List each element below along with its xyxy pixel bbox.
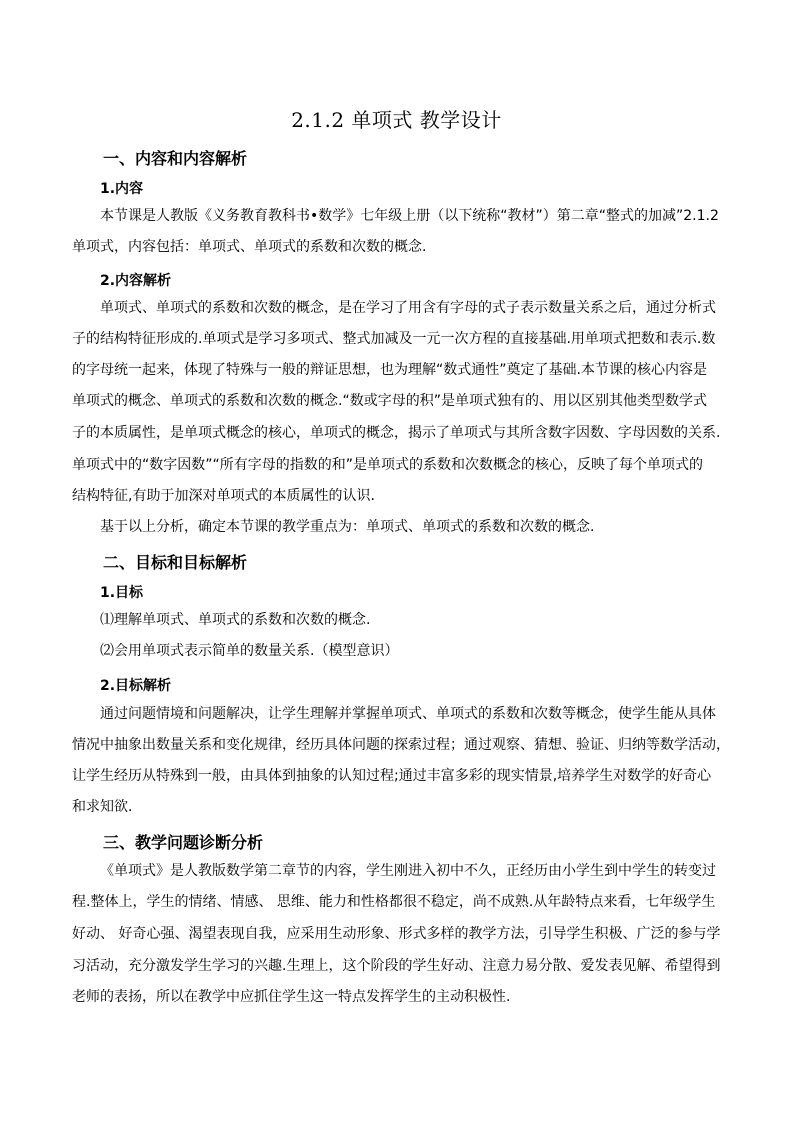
paragraph-line: 结构特征,有助于加深对单项式的本质属性的认识. bbox=[72, 488, 375, 504]
paragraph-line: 好动、 好奇心强、渴望表现自我，应采用生动形象、形式多样的教学方法，引导学生积极、广泛的参与学 bbox=[72, 926, 721, 942]
paragraph-line: 单项式、单项式的系数和次数的概念，是在学习了用含有字母的式子表示数量关系之后，通过分析式 bbox=[100, 300, 716, 316]
paragraph-line: 单项式的概念、单项式的系数和次数的概念.“数或字母的积”是单项式独有的、用以区别其他类型数学式 bbox=[72, 393, 707, 409]
paragraph-line: 让学生经历从特殊到一般，由具体到抽象的认知过程;通过丰富多彩的现实情景,培养学生对数学的好奇心 bbox=[72, 768, 712, 784]
subheading-content-analysis: 2.内容解析 bbox=[100, 273, 172, 289]
paragraph-line: 单项式，内容包括：单项式、单项式的系数和次数的概念. bbox=[72, 239, 427, 255]
paragraph-line: 情况中抽象出数量关系和变化规律，经历具体问题的探索过程；通过观察、猜想、验证、归纳等数学活动， bbox=[72, 737, 730, 753]
section-heading-content-analysis: 一、内容和内容解析 bbox=[103, 149, 248, 168]
paragraph-line: 《单项式》是人教版数学第二章节的内容，学生刚进入初中不久，正经历由小学生到中学生的转变过 bbox=[100, 863, 716, 879]
document-title: 2.1.2 单项式 教学设计 bbox=[291, 108, 502, 132]
goal-item: ⑴理解单项式、单项式的系数和次数的概念. bbox=[100, 612, 371, 628]
paragraph-line: 子的本质属性，是单项式概念的核心，单项式的概念，揭示了单项式与其所含数字因数、字母因数的关系. bbox=[72, 425, 721, 441]
paragraph-line: 的字母统一起来，体现了特殊与一般的辩证思想，也为理解“数式通性”奠定了基础.本节课的核心内容是 bbox=[72, 362, 707, 378]
paragraph-line: 子的结构特征形成的.单项式是学习多项式、整式加减及一元一次方程的直接基础.用单项式把数和表示.数 bbox=[72, 331, 716, 347]
paragraph-line: 程.整体上，学生的情绪、情感、 思维、能力和性格都很不稳定，尚不成熟.从年龄特点来看，七年级学生 bbox=[72, 894, 716, 910]
paragraph-line: 本节课是人教版《义务教育教科书•数学》七年级上册（以下统称“教材”）第二章“整式的加减”2.1.2 bbox=[100, 208, 719, 224]
paragraph-line: 和求知欲. bbox=[72, 799, 133, 815]
subheading-goal-analysis: 2.目标解析 bbox=[100, 678, 172, 694]
goal-item: ⑵会用单项式表示简单的数量关系.（模型意识） bbox=[100, 643, 399, 659]
paragraph-line: 通过问题情境和问题解决，让学生理解并掌握单项式、单项式的系数和次数等概念，使学生能从具体 bbox=[100, 706, 716, 722]
paragraph-line: 基于以上分析，确定本节课的教学重点为：单项式、单项式的系数和次数的概念. bbox=[100, 519, 595, 535]
section-heading-goals: 二、目标和目标解析 bbox=[103, 553, 248, 572]
section-heading-diagnosis: 三、教学问题诊断分析 bbox=[103, 833, 264, 852]
paragraph-line: 单项式中的“数字因数”“所有字母的指数的和”是单项式的系数和次数概念的核心，反映了每个单项式的 bbox=[72, 457, 704, 473]
paragraph-line: 老师的表扬，所以在教学中应抓住学生这一特点发挥学生的主动积极性. bbox=[72, 989, 511, 1005]
subheading-content: 1.内容 bbox=[100, 181, 144, 197]
paragraph-line: 习活动，充分激发学生学习的兴趣.生理上，这个阶段的学生好动、注意力易分散、爱发表见解、希望得到 bbox=[72, 958, 721, 974]
subheading-goals: 1.目标 bbox=[100, 585, 144, 601]
